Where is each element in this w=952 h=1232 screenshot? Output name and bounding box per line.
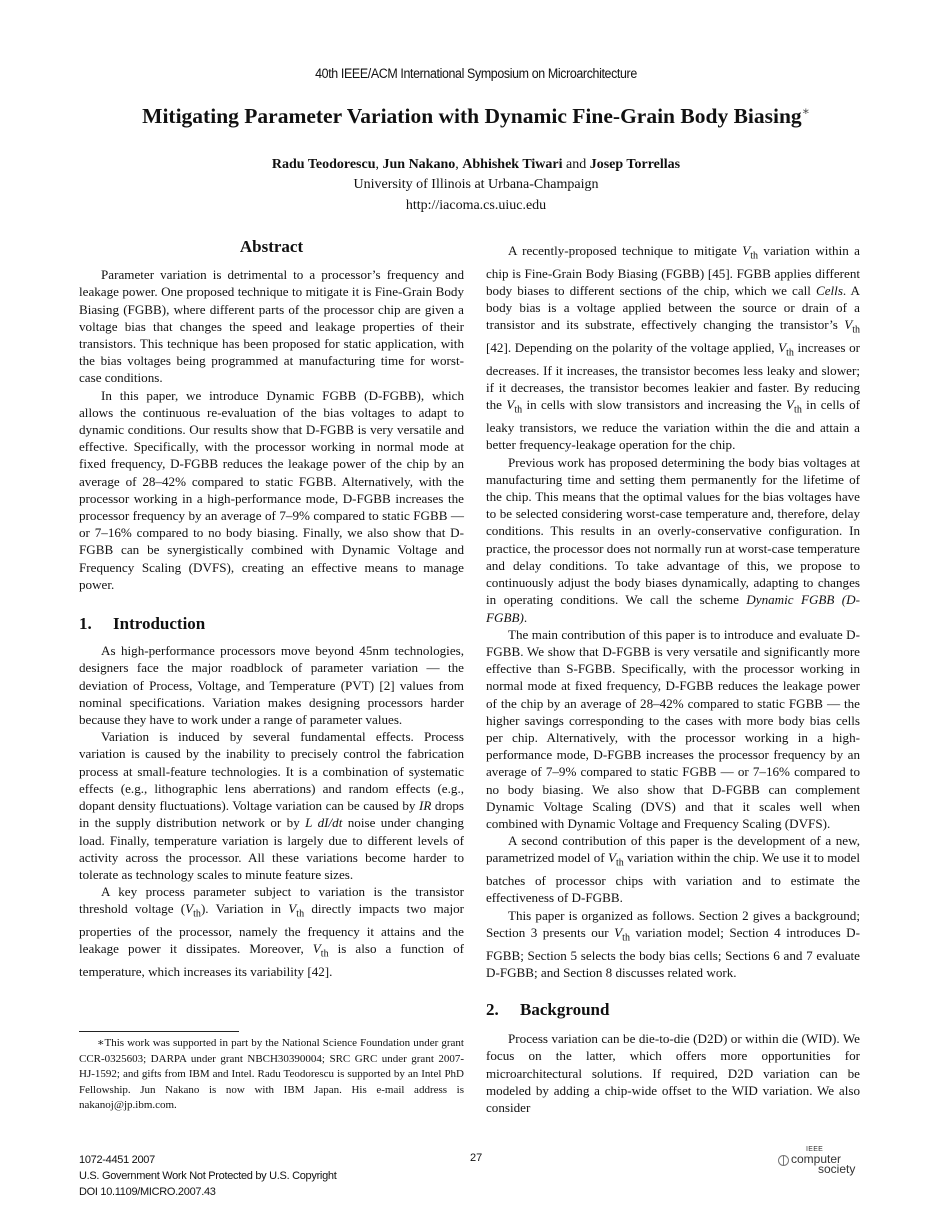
vth-symbol: $V_{th}$	[185, 901, 201, 920]
section-number: 1.	[79, 614, 92, 634]
vth-symbol: $V_{th}$	[288, 901, 305, 920]
body-paragraph: Process variation can be die-to-die (D2D) or within die (WID). We focus on the latter, which offers more opportunities for microarchitectural solutions. If required, D2D variation can be modeled by adding a chip-wide offset to the WID variation. We also consider	[486, 1031, 860, 1115]
affiliation: University of Illinois at Urbana-Champaign	[353, 177, 599, 192]
author-separator: ,	[455, 157, 463, 172]
title-footnote-mark: ∗	[801, 104, 810, 118]
footnote-text: ∗This work was supported in part by the National Science Foundation under grant CCR-0325603; DARPA under grant NBCH30390004; SRC GRC under grant 2007-HJ-1592; and gifts from IBM and Intel. Radu Teodorescu is supported by an Intel PhD Fellowship. Jun Nakano is now with IBM Japan. His e-mail address is nakanoj@jp.ibm.com.	[79, 1037, 464, 1111]
group-url: http://iacoma.cs.uiuc.edu	[405, 198, 547, 213]
vth-symbol: $V_{th}$	[742, 243, 758, 262]
vth-symbol: $V_{th}$	[607, 850, 624, 869]
conference-name: 40th IEEE/ACM International Symposium on Microarchitecture	[315, 66, 637, 81]
body-paragraph: Variation is induced by several fundamental effects. Process variation is caused by the inability to precisely control the fabrication process at small-feature technologies. It is a combination of systematic effects (e.g., lithographic lens aberrations) and random effects (e.g., dopant density fluctuations). Voltage variation can be caused by IR drops in the supply distribution network or by L dI/dt noise under changing load. Finally, temperature variation is largely due to different levels of activity across the processor. All these variations become harder to tolerate as technology scales to minute feature sizes.	[79, 729, 465, 882]
ieee-computer-society-logo	[776, 1146, 866, 1176]
author-name: Abhishek Tiwari	[462, 157, 563, 172]
footnote	[79, 1036, 464, 1114]
body-paragraph: A second contribution of this paper is the development of a new, parametrized model of $V_{th}$ variation within the chip. We use it to model batches of processor chips with variation and to estimate the effectiveness of D-FGBB.	[486, 833, 860, 906]
issn: 1072-4451 2007	[79, 1154, 155, 1166]
footnote-divider	[79, 1031, 239, 1032]
right-column	[486, 242, 860, 1116]
copyright-notice: U.S. Government Work Not Protected by U.S. Copyright	[79, 1170, 337, 1182]
author-separator: and	[562, 157, 590, 172]
body-paragraph: This paper is organized as follows. Section 2 gives a background; Section 3 presents our $V_{th}$ variation model; Section 4 introduces D-FGBB; Section 5 selects the body bias cells; Sections 6 and 7 evaluate D-FGBB; and Section 8 discusses related work.	[486, 907, 860, 980]
section-number: 2.	[486, 999, 499, 1019]
left-column	[79, 238, 464, 980]
paper-title	[0, 104, 952, 129]
author-name: Radu Teodorescu	[271, 157, 376, 172]
logo-computer-text: computer	[791, 1152, 842, 1166]
section-title: Introduction	[113, 614, 206, 634]
logo-ieee-text: IEEE	[806, 1146, 824, 1153]
vth-symbol: $V_{th}$	[786, 397, 802, 417]
body-paragraph: A key process parameter subject to variation is the transistor threshold voltage $(V_{th})$. Variation in $V_{th}$ directly impacts two major properties of the processor, namely the frequency it attains and the leakage power it dissipates. Moreover, $V_{th}$ is also a function of temperature, which increases its variability [42].	[79, 884, 465, 980]
logo-society-text: society	[818, 1162, 856, 1176]
vth-symbol: $V_{th}$	[778, 340, 794, 359]
section-title: Background	[520, 999, 610, 1019]
author-separator: ,	[375, 157, 383, 172]
author-name: Josep Torrellas	[589, 157, 681, 172]
author-name: Jun Nakano	[382, 157, 456, 172]
globe-icon	[778, 1155, 789, 1166]
body-paragraph: Previous work has proposed determining the body bias voltages at manufacturing time and setting them permanently for the lifetime of the chip. This means that the optimal values for the bias voltages have to be selected considering worst-case temperature and, therefore, delay conditions. This results in an overly-conservative configuration. In practice, the processor does not normally run at worst-case temperature and delay conditions. To take advantage of this, we propose to continuously adjust the body biases dynamically, adapting to changes in operating conditions. We call the scheme Dynamic FGBB (D-FGBB).	[486, 454, 860, 625]
body-paragraph: A recently-proposed technique to mitigate $V_{th}$ variation within a chip is Fine-Grain Body Biasing (FGBB) [45]. FGBB applies different body biases to different sections of the chip, which we call Cells. A body bias is a voltage applied between the source or drain of a transistor and its substrate, effectively changing the transistor’s $V_{th}$ [42]. Depending on the polarity of the voltage applied, $V_{th}$ increases or decreases. If it increases, the transistor becomes less leaky and slower; if it decreases, the transistor becomes leakier and faster. By reducing the $V_{th}$ in cells with slow transistors and increasing the $V_{th}$ in cells of leaky transistors, we reduce the variation within the die and attain a better frequency-leakage operation for the chip.	[486, 243, 861, 453]
body-paragraph: The main contribution of this paper is to introduce and evaluate D-FGBB. We show that D-FGBB is very versatile and significantly more effective than S-FGBB. Specifically, with the processor working in normal mode at fixed frequency, D-FGBB reduces the leakage power of the chip by an average of 28–42% compared to static FGBB — the higher savings corresponding to the cases with more body bias cells per chip. Alternatively, with the processor working in a high-performance mode, D-FGBB increases the processor frequency by an average of 7–9% compared to static FGBB — or 7–16% compared to no body biasing. We also show that D-FGBB can complement Dynamic Voltage Scaling (DVS) and that it scales well when combined with Dynamic Voltage and Frequency Scaling (DVFS).	[486, 626, 860, 831]
page-number: 27	[470, 1152, 483, 1164]
section-heading-introduction	[79, 615, 464, 632]
body-paragraph: As high-performance processors move beyond 45nm technologies, designers face the major roadblock of parameter variation — the deviation of Process, Voltage, and Temperature (PVT) [2] values from nominal specifications. Variation makes designing processors harder because they have to work under a range of parameter values.	[79, 643, 464, 728]
paper-title-text: Mitigating Parameter Variation with Dynamic Fine-Grain Body Biasing	[142, 104, 802, 129]
section-heading-background	[486, 1001, 860, 1018]
abstract-paragraph: In this paper, we introduce Dynamic FGBB (D-FGBB), which allows the continuous re-evaluation of the bias voltages to adapt to dynamic conditions. Our results show that D-FGBB is very versatile and effective. Specifically, with the processor working in normal mode at fixed frequency, D-FGBB reduces the leakage power of the chip by an average of 28–42% compared to static FGBB. Alternatively, with the processor working in a high-performance mode, D-FGBB increases the processor frequency by an average of 7–9% compared to static FGBB — or 7–16% compared to no body biasing. Finally, we also show that D-FGBB can be synergistically combined with Dynamic Voltage and Frequency Scaling (DVFS), creating an effective means to manage power.	[79, 387, 464, 592]
vth-symbol: $V_{th}$	[614, 924, 630, 944]
vth-symbol: $V_{th}$	[312, 941, 329, 960]
vth-symbol: $V_{th}$	[506, 397, 523, 417]
author-list	[0, 157, 952, 173]
abstract-heading: Abstract	[239, 237, 304, 256]
abstract-paragraph: Parameter variation is detrimental to a processor’s frequency and leakage power. One proposed technique to mitigate it is Fine-Grain Body Biasing (FGBB), where different parts of the processor chip are given a voltage bias that changes the speed and leakage properties of their transistors. This technique has been proposed for static application, with the bias voltages being programmed at manufacturing time for worst-case conditions.	[79, 267, 464, 386]
doi: DOI 10.1109/MICRO.2007.43	[79, 1186, 216, 1198]
vth-symbol: $V_{th}$	[844, 317, 860, 337]
page-footer-info	[79, 1152, 336, 1200]
